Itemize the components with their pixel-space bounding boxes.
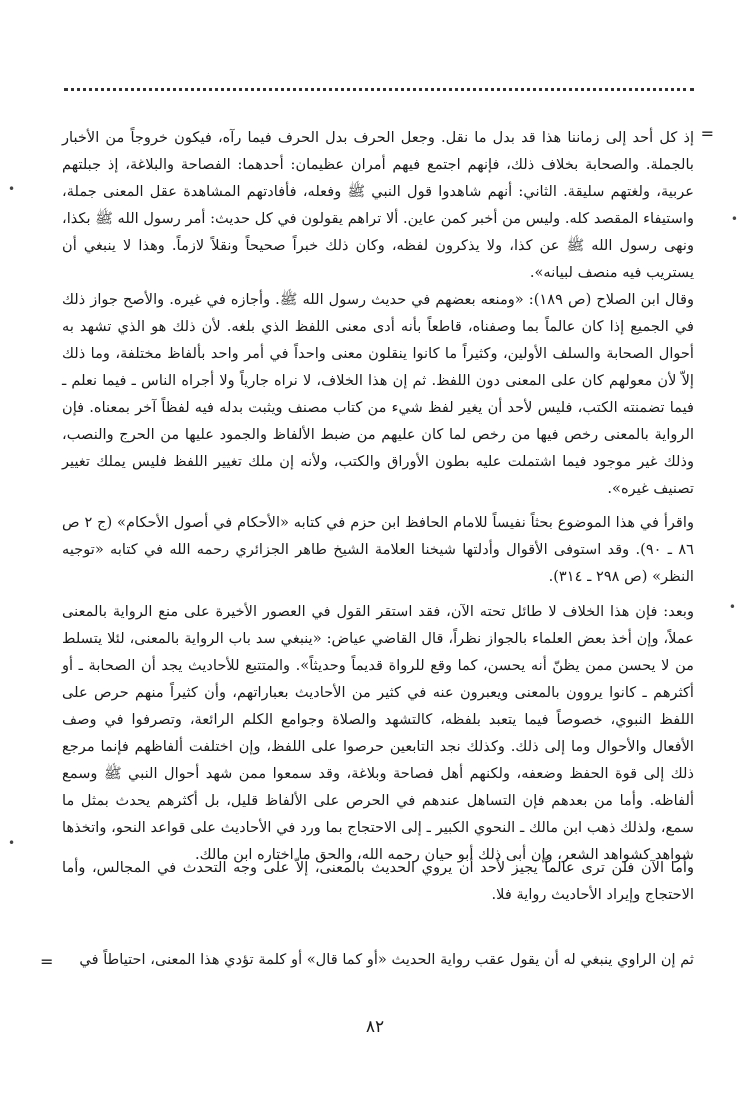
- paragraph-text: وأما الآن فلن ترى عالماً يجيز لأحد أن يروي الحديث بالمعنى، إلاّ على وجه التحدث في المجالس، وأما الاحتجاج وإيراد الأحاديث رواية فلا.: [62, 859, 694, 903]
- paragraph-3: [62, 509, 694, 590]
- paragraph-text: إذ كل أحد إلى زماننا هذا قد بدل ما نقل. وجعل الحرف بدل الحرف فيما رآه، فيكون خروجاً من الأخبار بالجملة. والصحابة بخلاف ذلك، فإنهم اجتمع فيهم أمران عظيمان: أحدهما: الفصاحة والبلاغة، إذ جبلتهم عربية، ولغتهم سليقة. الثاني: أنهم شاهدوا قول النبي ﷺ وفعله، فأفادتهم المشاهدة عقل المعنى جملة، واستيفاء المقصد كله. وليس من أخبر كمن عاين. ألا تراهم يقولون في كل حديث: أمر رسول الله ﷺ بكذا، ونهى رسول الله ﷺ عن كذا، ولا يذكرون لفظه، وكان ذلك خبراً صحيحاً ونقلاً لازماً. وهذا لا ينبغي أن يستريب فيه منصف لبيانه».: [62, 129, 694, 281]
- continuation-mark-bottom: =: [40, 952, 54, 971]
- paragraph-5: [62, 854, 694, 908]
- paragraph-6: [62, 946, 694, 973]
- paragraph-1: [62, 124, 694, 286]
- dotted-separator: [64, 88, 694, 95]
- page-number: ٨٢: [365, 1017, 385, 1037]
- paragraph-text: وقال ابن الصلاح (ص ١٨٩): «ومنعه بعضهم في حديث رسول الله ﷺ. وأجازه في غيره. والأصح جواز ذلك في الجميع إذا كان عالماً بما وصفناه، قاطعاً بأنه أدى معنى اللفظ الذي بلغه. لأن ذلك هو الذي تشهد به أحوال الصحابة والسلف الأولين، وكثيراً ما كانوا ينقلون معنى واحداً في أمر واحد بألفاظ مختلفة، وما ذلك إلاّ لأن معولهم كان على المعنى دون اللفظ. ثم إن هذا الخلاف، لا نراه جارياً ولا أجراه الناس ـ فيما نعلم ـ فيما تضمنته الكتب، فليس لأحد أن يغير لفظ شيء من كتاب مصنف ويثبت بدله فيه لفظاً آخر بمعناه. فإن الرواية بالمعنى رخص فيها من رخص لما كان عليهم من ضبط الألفاظ والجمود عليها من الحرج والنصب، وذلك غير موجود فيما اشتملت عليه بطون الأوراق والكتب، ولأنه إن ملك تغيير اللفظ فليس يملك تغيير تصنيف غيره».: [62, 291, 694, 497]
- margin-speck: •: [730, 212, 738, 226]
- margin-speck: •: [8, 836, 16, 850]
- paragraph-text: ثم إن الراوي ينبغي له أن يقول عقب رواية الحديث «أو كما قال» أو كلمة تؤدي هذا المعنى، احتياطاً في: [79, 951, 694, 968]
- paragraph-2: [62, 286, 694, 502]
- margin-speck: •: [728, 600, 736, 614]
- margin-speck: •: [8, 182, 16, 196]
- continuation-mark-top: =: [700, 124, 714, 143]
- paragraph-4: [62, 598, 694, 868]
- paragraph-text: واقرأ في هذا الموضوع بحثاً نفيساً للامام الحافظ ابن حزم في كتابه «الأحكام في أصول الأحكام» (ج ٢ ص ٨٦ ـ ٩٠). وقد استوفى الأقوال وأدلتها شيخنا العلامة الشيخ طاهر الجزائري رحمه الله في كتابه «توجيه النظر» (ص ٢٩٨ ـ ٣١٤).: [62, 514, 695, 585]
- paragraph-text: وبعد: فإن هذا الخلاف لا طائل تحته الآن، فقد استقر القول في العصور الأخيرة على منع الرواية بالمعنى عملاً، وإن أخذ بعض العلماء بالجواز نظراً، قال القاضي عياض: «ينبغي سد باب الرواية بالمعنى، لئلا يتسلط من لا يحسن ممن يظنّ أنه يحسن، كما وقع للرواة قديماً وحديثاً». والمتتبع للأحاديث يجد أن الصحابة ـ أو أكثرهم ـ كانوا يروون بالمعنى ويعبرون عنه في كثير من الأحاديث بعباراتهم، وأن كثيراً منهم حرص على اللفظ النبوي، خصوصاً فيما يتعبد بلفظه، كالتشهد والصلاة وجوامع الكلم الرائعة، وتصرفوا في وصف الأفعال والأحوال وما إلى ذلك. وكذلك نجد التابعين حرصوا على اللفظ، وإن اختلفت ألفاظهم فإنما مرجع ذلك إلى قوة الحفظ وضعفه، ولكنهم أهل فصاحة وبلاغة، وقد سمعوا ممن شهد أحوال النبي ﷺ وسمع ألفاظه. وأما من بعدهم فإن التساهل عندهم في الحرص على الألفاظ قليل، بل أكثرهم يحدث بمثل ما سمع، ولذلك ذهب ابن مالك ـ النحوي الكبير ـ إلى الاحتجاج بما ورد في الأحاديث على قواعد النحو، واتخذها شواهد كشواهد الشعر، وإن أبى ذلك أبو حيان رحمه الله، والحق ما اختاره ابن مالك.: [62, 603, 694, 863]
